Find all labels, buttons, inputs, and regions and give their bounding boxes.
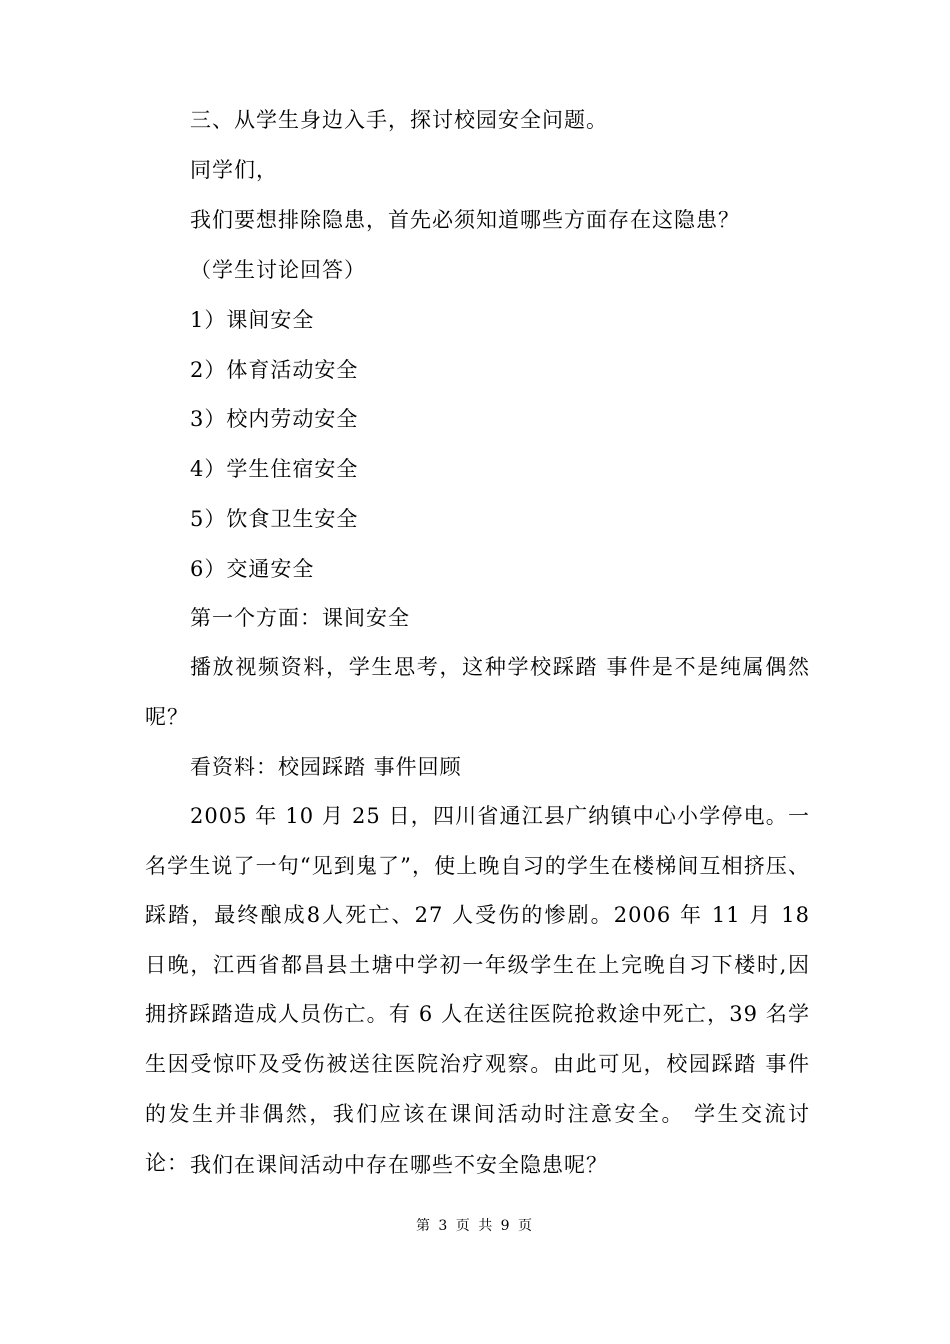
page-number: 第 3 页 共 9 页 <box>415 1218 535 1234</box>
intro-question: 我们要想排除隐患，首先必须知道哪些方面存在这隐患？ <box>190 208 740 232</box>
list-item: 2）体育活动安全 <box>190 358 359 382</box>
section-heading: 三、从学生身边入手，探讨校园安全问题。 <box>190 108 608 132</box>
list-item: 4）学生住宿安全 <box>190 457 359 481</box>
list-item: 5）饮食卫生安全 <box>190 507 359 531</box>
closing-question: 我们在课间活动中存在哪些不安全隐患呢？ <box>190 1153 608 1177</box>
paragraph-video: 播放视频资料，学生思考，这种学校踩踏 事件是不是纯属偶然呢？ <box>145 655 810 729</box>
paragraph-incidents: 2005 年 10 月 25 日，四川省通江县广纳镇中心小学停电。一名学生说了一句“见到鬼了”，使上晚自习的学生在楼梯间互相挤压、踩踏，最终酿成8人死亡、27 人受伤的惨剧。2006 年 11 月 18 日晚，江西省都昌县土塘中学初一年级学生在上完晚自习下楼时,因拥挤踩踏造成人员伤亡。有 6 人在送往医院抢救途中死亡，39 名学生因受惊吓及受伤被送往医院治疗观察。由此可见，校园踩踏 事件的发生并非偶然，我们应该在课间活动时注意安全。 学生交流讨论： <box>145 804 810 1176</box>
subsection-heading: 第一个方面：课间安全 <box>190 606 410 630</box>
list-item: 1）课间安全 <box>190 308 315 332</box>
list-item: 3）校内劳动安全 <box>190 407 359 431</box>
discussion-note: （学生讨论回答） <box>190 258 366 282</box>
review-heading: 看资料：校园踩踏 事件回顾 <box>190 755 462 779</box>
list-item: 6）交通安全 <box>190 557 315 581</box>
salutation: 同学们， <box>190 158 278 182</box>
